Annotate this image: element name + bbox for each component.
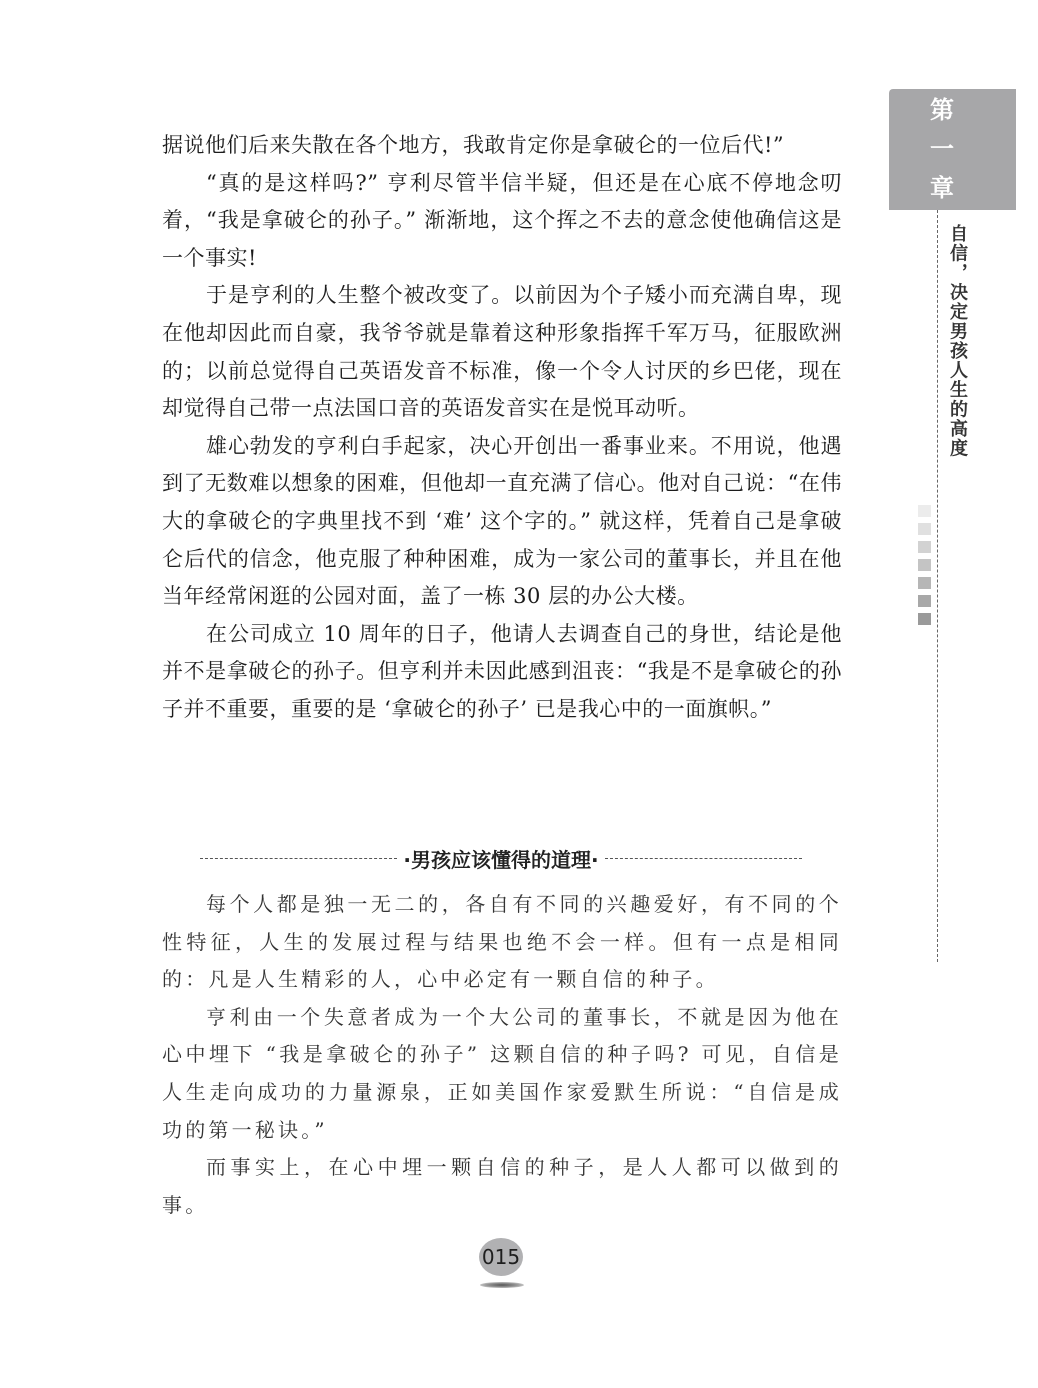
- chapter-tab-char: 第: [930, 96, 954, 124]
- paragraph: 而事实上，在心中埋一颗自信的种子，是人人都可以做到的事。: [162, 1155, 842, 1217]
- paragraph: 雄心勃发的亨利白手起家，决心开创出一番事业来。不用说，他遇到了无数难以想象的困难，但他却一直充满了信心。他对自己说：“在伟大的拿破仑的字典里找不到 ‘难’ 这个字的。” 就这样，凭着自己是拿破仑后代的信念，他克服了种种困难，成为一家公司的董事长，并且在他当年经常闲逛的公园对面，盖了一栋 30 层的办公大楼。: [162, 433, 842, 609]
- decorative-squares: [918, 505, 932, 631]
- chapter-tab: [889, 89, 1016, 210]
- paragraph: 亨利由一个失意者成为一个大公司的董事长，不就是因为他在心中埋下 “我是拿破仑的孙子” 这颗自信的种子吗? 可见，自信是人生走向成功的力量源泉，正如美国作家爱默生所说：“自信是成功的第一秘诀。”: [162, 1004, 842, 1142]
- page-number-shadow: [480, 1282, 524, 1288]
- chapter-tab-char: 一: [930, 135, 954, 163]
- chapter-tab-char: 章: [930, 174, 954, 202]
- page-number: 015: [479, 1238, 523, 1276]
- section-heading: ·男孩应该懂得的道理·: [403, 847, 599, 872]
- divider-line-left: [200, 858, 397, 859]
- main-text: [162, 127, 842, 729]
- section-divider: [200, 841, 802, 875]
- paragraph: “真的是这样吗?” 亨利尽管半信半疑，但还是在心底不停地念叨着，“我是拿破仑的孙子。” 渐渐地，这个挥之不去的意念使他确信这是一个事实!: [162, 170, 842, 270]
- chapter-title: 自信，决定男孩人生的高度: [947, 224, 968, 458]
- paragraph: 在公司成立 10 周年的日子，他请人去调查自己的身世，结论是他并不是拿破仑的孙子。但亨利并未因此感到沮丧：“我是不是拿破仑的孙子并不重要，重要的是 ‘拿破仑的孙子’ 已是我心中的一面旗帜。”: [162, 621, 842, 721]
- divider-line-right: [605, 858, 802, 859]
- takeaway-text: [162, 886, 842, 1224]
- paragraph: 每个人都是独一无二的，各自有不同的兴趣爱好，有不同的个性特征，人生的发展过程与结果也绝不会一样。但有一点是相同的：凡是人生精彩的人，心中必定有一颗自信的种子。: [162, 892, 842, 992]
- side-dashed-rule: [937, 210, 938, 962]
- paragraph: 据说他们后来失散在各个地方，我敢肯定你是拿破仑的一位后代!”: [162, 133, 785, 157]
- paragraph: 于是亨利的人生整个被改变了。以前因为个子矮小而充满自卑，现在他却因此而自豪，我爷爷就是靠着这种形象指挥千军万马，征服欧洲的；以前总觉得自己英语发音不标准，像一个令人讨厌的乡巴佬，现在却觉得自己带一点法国口音的英语发音实在是悦耳动听。: [162, 283, 842, 421]
